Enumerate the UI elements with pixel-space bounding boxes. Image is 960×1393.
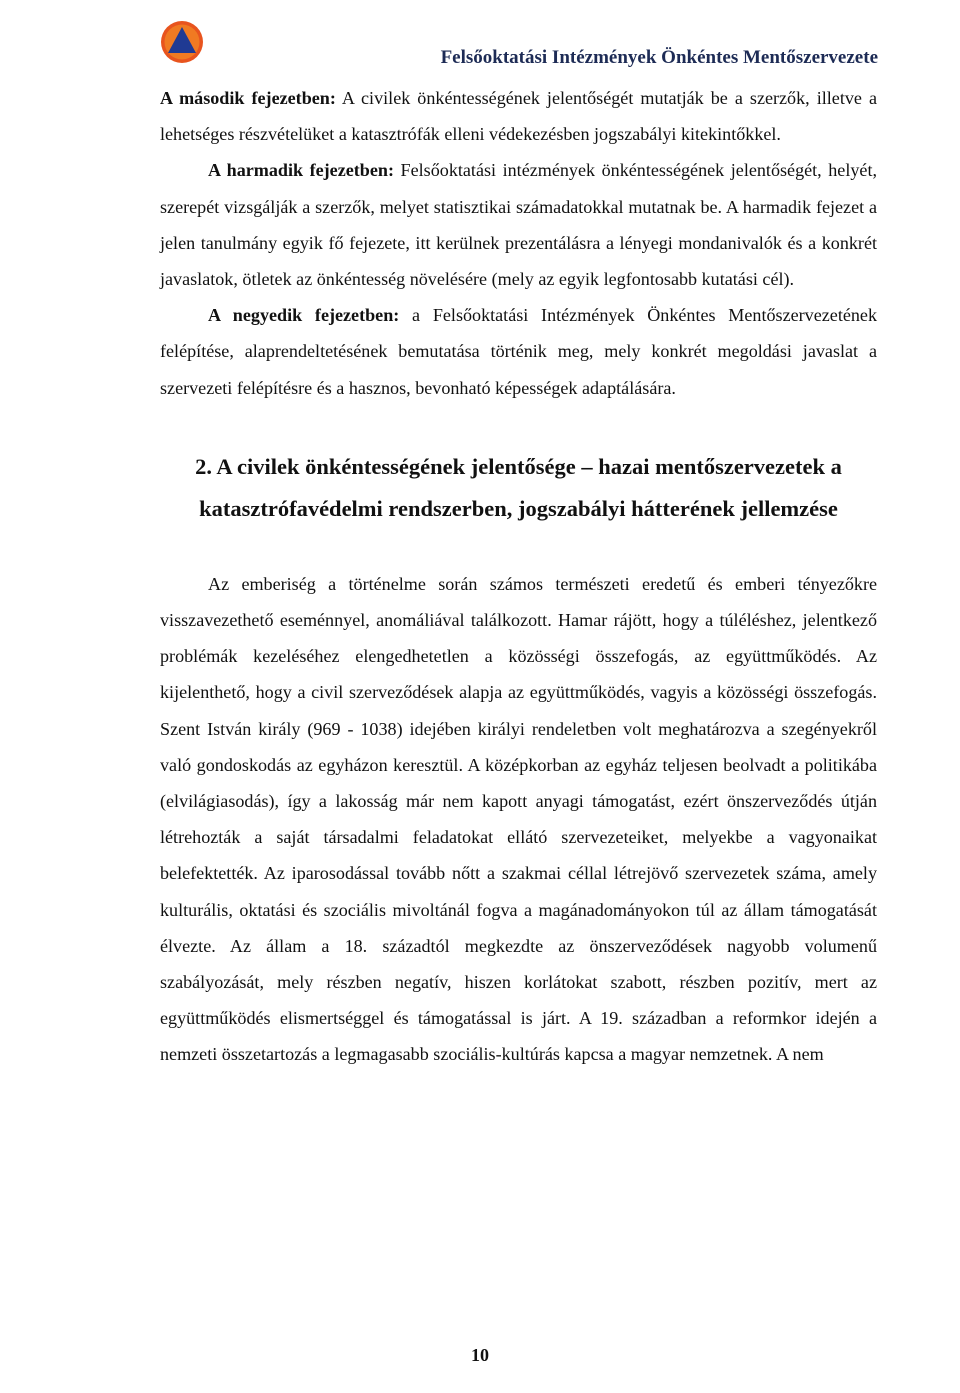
paragraph-chapter-3 bbox=[160, 152, 877, 297]
paragraph-text: a Felsőoktatási Intézmények Önkéntes Mentőszervezetének felépítése, alaprendeltetésének bemutatása történik meg, mely konkrét megoldási javaslat a szervezeti felépítésre és a hasznos, bevonható képességek adaptálására. bbox=[160, 305, 877, 398]
section-heading: 2. A civilek önkéntességének jelentősége – hazai mentőszervezetek a katasztrófavédelmi rendszerben, jogszabályi hátterének jellemzése bbox=[195, 453, 842, 521]
paragraph-text: A civilek önkéntességének jelentőségét mutatják be a szerzők, illetve a lehetséges részvételüket a katasztrófák elleni védekezésben jogszabályi kitekintőkkel. bbox=[160, 88, 877, 145]
paragraph-lead: A harmadik fejezetben: bbox=[208, 160, 394, 181]
document-body bbox=[160, 80, 877, 1073]
page-number: 10 bbox=[471, 1345, 489, 1365]
paragraph-chapter-2 bbox=[160, 80, 877, 152]
paragraph-text: Felsőoktatási intézmények önkéntességének jelentőségét, helyét, szerepét vizsgálják a szerzők, melyet statisztikai számadatokkal mutatnak be. A harmadik fejezet a jelen tanulmány egyik fő fejezete, itt kerülnek prezentálásra a lényegi mondanivalók és a konkrét javaslatok, ötletek az önkéntesség növelésére (mely az egyik legfontosabb kutatási cél). bbox=[160, 160, 877, 290]
header-title: Felsőoktatási Intézmények Önkéntes Mentőszervezete bbox=[440, 47, 878, 68]
paragraph-lead: A második fejezetben: bbox=[160, 88, 336, 108]
paragraph-chapter-4 bbox=[160, 297, 877, 406]
paragraph-lead: A negyedik fejezetben: bbox=[208, 305, 400, 326]
section-body: Az emberiség a történelme során számos természeti eredetű és emberi tényezőkre visszavezethető eseménnyel, anomáliával találkozott. Hamar rájött, hogy a túléléshez, jelentkező problémák kezeléséhez elengedhetetlen a közösségi összefogás, az együttműködés. Az kijelenthető, hogy a civil szerveződések alapja az együttműködés, vagyis a közösségi összefogás. Szent István király (969 - 1038) idejében királyi rendeletben volt meghatározva a szegényekről való gondoskodás az egyházon keresztül. A középkorban az egyház teljesen beolvadt a politikába (elvilágiasodás), így a lakosság már nem kapott anyagi támogatást, ezért önszerveződés útján létrehozták a saját társadalmi feladatokat ellátó szervezeteiket, melyekbe a vagyonaikat belefektették. Az iparosodással tovább nőtt a szakmai céllal létrejövő szervezetek száma, amely kulturális, oktatási és szociális mivoltánál fogva a magánadományokon túl az állam támogatását élvezte. Az állam a 18. századtól megkezdte az önszerveződések nagyobb volumenű szabályozását, mely részben negatív, hiszen korlátokat szabott, részben pozitív, mert az együttműködés elismertséggel és támogatással is járt. A 19. században a reformkor idején a nemzeti összetartozás a legmagasabb szociális-kultúrás kapcsa a magyar nemzetnek. A nem bbox=[160, 573, 877, 1065]
civil-defence-logo-icon bbox=[160, 20, 204, 64]
